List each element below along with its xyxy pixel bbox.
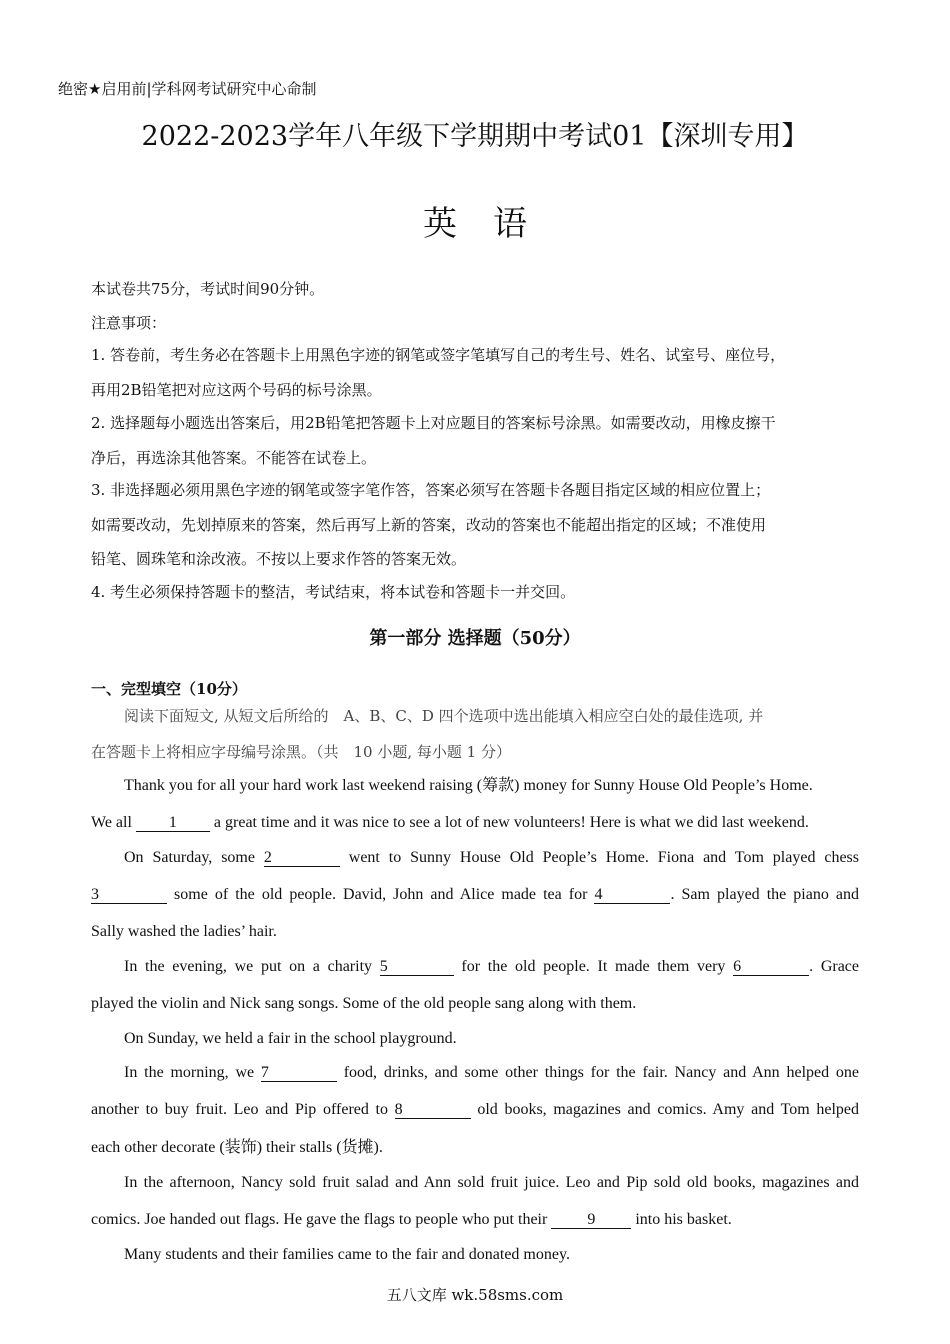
passage-line: 3 some of the old people. David, John and Alice made tea for 4 . Sam played the piano and [91, 886, 859, 903]
note-line: 3. 非选择题必须用黑色字迹的钢笔或签字笔作答，答案必须写在答题卡各题目指定区域的相应位置上； [91, 481, 771, 499]
answer-blank: 9 [551, 1211, 631, 1229]
exam-title: 2022-2023学年八年级下学期期中考试01【深圳专用】 [141, 121, 809, 152]
passage-line: Many students and their families came to the fair and donated money. [124, 1246, 570, 1263]
answer-blank: 5 [380, 958, 454, 976]
note-line: 如需要改动，先划掉原来的答案，然后再写上新的答案，改动的答案也不能超出指定的区域；不准使用 [91, 516, 767, 534]
confidential-label: 绝密★启用前|学科网考试研究中心命制 [58, 80, 317, 98]
note-line: 4. 考生必须保持答题卡的整洁，考试结束，将本试卷和答题卡一并交回。 [91, 583, 576, 601]
answer-blank: 8 [395, 1101, 471, 1119]
note-line: 再用2B铅笔把对应这两个号码的标号涂黑。 [91, 381, 382, 399]
answer-blank: 7 [261, 1064, 337, 1082]
page-footer: 五八文库 wk.58sms.com [386, 1286, 564, 1304]
note-line: 铅笔、圆珠笔和涂改液。不按以上要求作答的答案无效。 [91, 550, 467, 568]
passage-line: another to buy fruit. Leo and Pip offered to 8 old books, magazines and comics. Amy and Tom helped [91, 1101, 860, 1118]
answer-blank: 1 [136, 814, 210, 832]
passage-line: In the morning, we 7 food, drinks, and some other things for the fair. Nancy and Ann helped one [124, 1064, 860, 1081]
passage-line: In the evening, we put on a charity 5 for the old people. It made them very 6 . Grace [124, 958, 860, 975]
passage-line: Sally washed the ladies’ hair. [91, 923, 277, 940]
part-title: 第一部分 选择题（50分） [369, 628, 581, 649]
notes-label: 注意事项： [91, 314, 167, 332]
note-line: 2. 选择题每小题选出答案后，用2B铅笔把答题卡上对应题目的答案标号涂黑。如需要改动，用橡皮擦干 [91, 414, 776, 432]
note-line: 净后，再选涂其他答案。不能答在试卷上。 [91, 449, 377, 467]
answer-blank: 3 [91, 886, 167, 904]
passage-line: Thank you for all your hard work last weekend raising (筹款) money for Sunny House Old People’s Home. [124, 777, 813, 794]
passage-line: On Saturday, some 2 went to Sunny House Old People’s Home. Fiona and Tom played chess [124, 849, 859, 866]
exam-intro: 本试卷共75分，考试时间90分钟。 [91, 280, 325, 298]
answer-blank: 2 [264, 849, 340, 867]
passage-line: comics. Joe handed out flags. He gave the flags to people who put their 9 into his basket. [91, 1211, 732, 1228]
note-line: 1. 答卷前，考生务必在答题卡上用黑色字迹的钢笔或签字笔填写自己的考生号、姓名、试室号、座位号， [91, 346, 786, 364]
subject-title: 英语 [423, 204, 563, 244]
section-instructions: 阅读下面短文, 从短文后所给的 A、B、C、D 四个选项中选出能填入相应空白处的最佳选项, 并 [124, 707, 764, 725]
passage-line: In the afternoon, Nancy sold fruit salad and Ann sold fruit juice. Leo and Pip sold old books, magazines and [124, 1174, 859, 1191]
answer-blank: 6 [733, 958, 809, 976]
passage-line: played the violin and Nick sang songs. Some of the old people sang along with them. [91, 995, 637, 1012]
section-instructions: 在答题卡上将相应字母编号涂黑。（共 10 小题, 每小题 1 分） [91, 743, 511, 761]
passage-line: On Sunday, we held a fair in the school playground. [124, 1030, 457, 1047]
passage-line: each other decorate (装饰) their stalls (货摊). [91, 1139, 383, 1156]
answer-blank: 4 [594, 886, 670, 904]
passage-line: We all 1 a great time and it was nice to see a lot of new volunteers! Here is what we did last weekend. [91, 814, 809, 831]
section-heading: 一、完型填空（10分） [91, 680, 247, 698]
